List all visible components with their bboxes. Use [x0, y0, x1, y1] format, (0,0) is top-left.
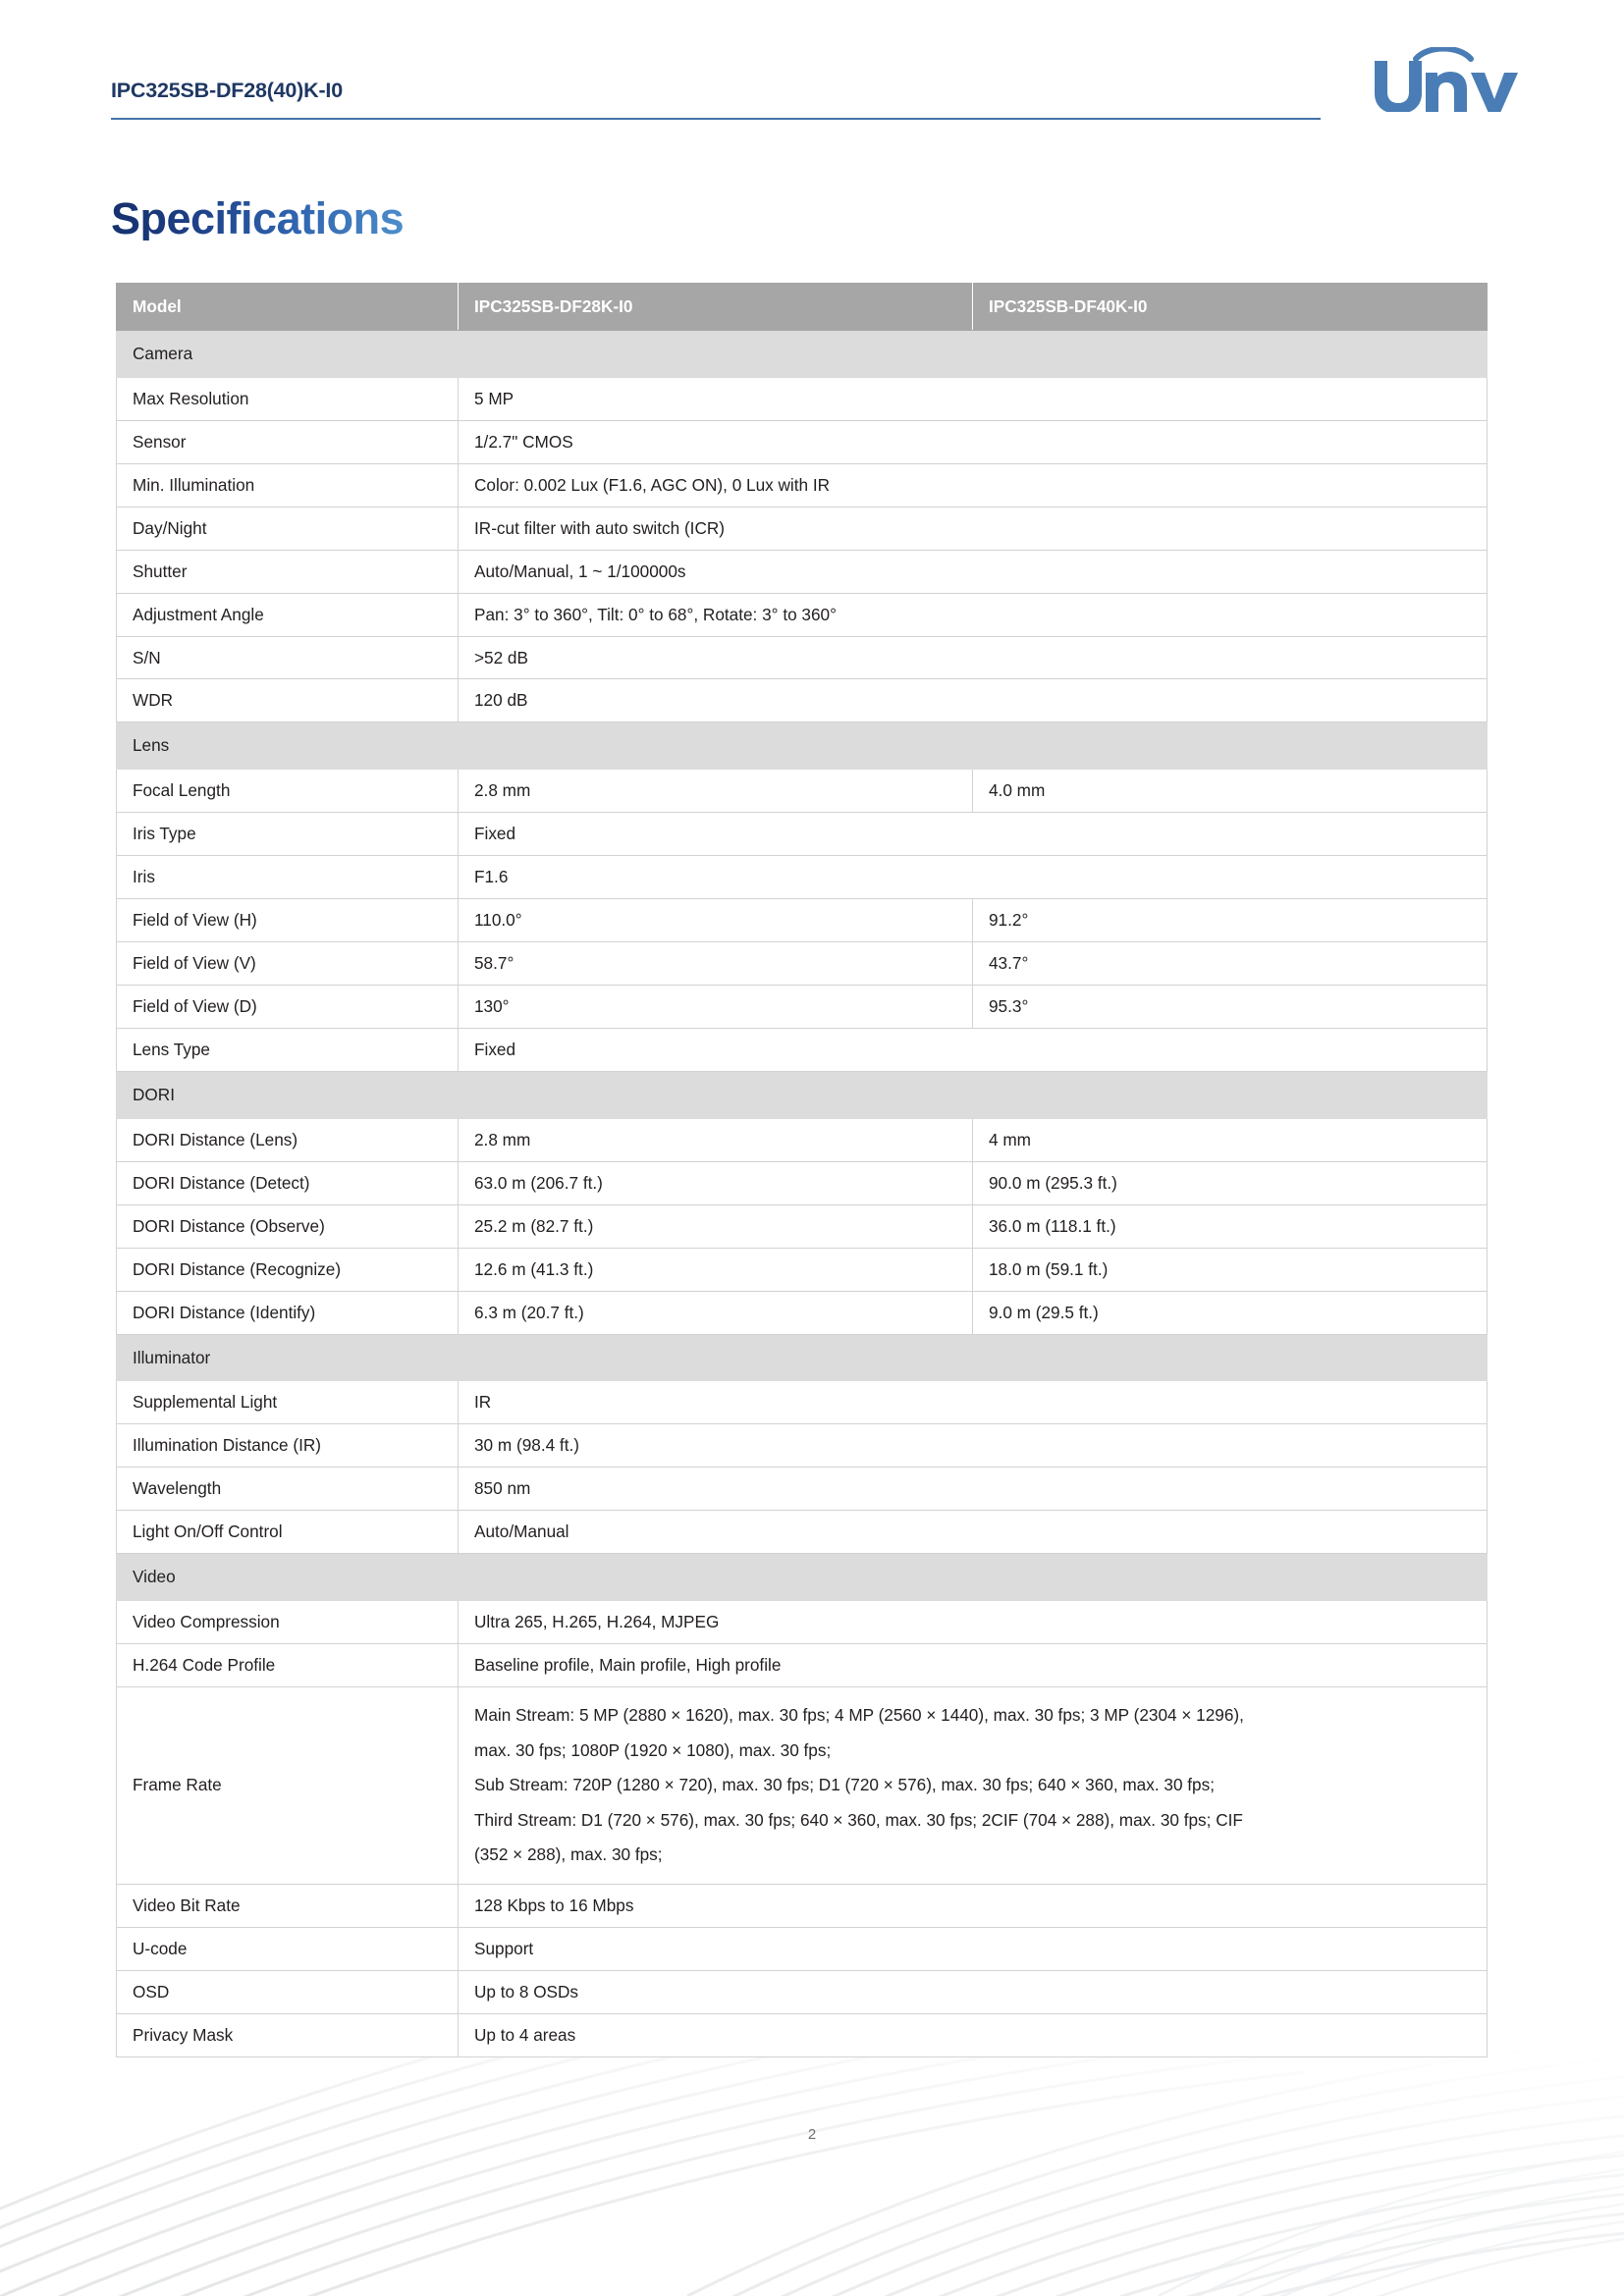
spec-value-df28k: 25.2 m (82.7 ft.) — [459, 1204, 973, 1248]
column-header-df40k: IPC325SB-DF40K-I0 — [973, 284, 1488, 331]
spec-label: Video Compression — [117, 1601, 459, 1644]
header-divider — [111, 118, 1321, 120]
spec-value-df40k: 91.2° — [973, 899, 1488, 942]
section-title: Illuminator — [117, 1334, 1488, 1381]
spec-value: Auto/Manual — [459, 1511, 1488, 1554]
spec-label: S/N — [117, 636, 459, 679]
spec-label: OSD — [117, 1970, 459, 2013]
spec-value-line: Sub Stream: 720P (1280 × 720), max. 30 fps; D1 (720 × 576), max. 30 fps; 640 × 360, max. 30 fps; — [474, 1775, 1215, 1795]
table-row — [117, 1468, 1488, 1511]
table-row — [117, 377, 1488, 420]
spec-value: Color: 0.002 Lux (F1.6, AGC ON), 0 Lux with IR — [459, 463, 1488, 507]
spec-label: Day/Night — [117, 507, 459, 550]
spec-label: H.264 Code Profile — [117, 1644, 459, 1687]
spec-value-df28k: 130° — [459, 986, 973, 1029]
spec-label: Supplemental Light — [117, 1381, 459, 1424]
spec-label: Wavelength — [117, 1468, 459, 1511]
section-row — [117, 1334, 1488, 1381]
spec-label: Sensor — [117, 420, 459, 463]
spec-value-df40k: 4 mm — [973, 1118, 1488, 1161]
spec-value: 1/2.7" CMOS — [459, 420, 1488, 463]
spec-label: Light On/Off Control — [117, 1511, 459, 1554]
spec-value-df40k: 43.7° — [973, 942, 1488, 986]
spec-value: >52 dB — [459, 636, 1488, 679]
spec-label: Adjustment Angle — [117, 593, 459, 636]
spec-value: Pan: 3° to 360°, Tilt: 0° to 68°, Rotate: 3° to 360° — [459, 593, 1488, 636]
spec-value: Auto/Manual, 1 ~ 1/100000s — [459, 550, 1488, 593]
unv-logo — [1365, 47, 1518, 112]
table-row — [117, 986, 1488, 1029]
spec-label: Frame Rate — [117, 1687, 459, 1885]
table-row — [117, 813, 1488, 856]
table-row — [117, 899, 1488, 942]
spec-value: Support — [459, 1927, 1488, 1970]
section-row — [117, 1554, 1488, 1601]
spec-label: Video Bit Rate — [117, 1885, 459, 1928]
spec-value-df28k: 6.3 m (20.7 ft.) — [459, 1291, 973, 1334]
spec-label: Min. Illumination — [117, 463, 459, 507]
spec-value: Fixed — [459, 813, 1488, 856]
spec-value: 120 dB — [459, 679, 1488, 722]
spec-value-df40k: 9.0 m (29.5 ft.) — [973, 1291, 1488, 1334]
spec-label: Field of View (V) — [117, 942, 459, 986]
spec-label: Iris — [117, 856, 459, 899]
section-title: Video — [117, 1554, 1488, 1601]
table-row — [117, 679, 1488, 722]
spec-label: Focal Length — [117, 770, 459, 813]
spec-label: DORI Distance (Observe) — [117, 1204, 459, 1248]
table-row — [117, 942, 1488, 986]
spec-value-df28k: 2.8 mm — [459, 1118, 973, 1161]
spec-value: 30 m (98.4 ft.) — [459, 1424, 1488, 1468]
table-row — [117, 1028, 1488, 1071]
spec-label: Lens Type — [117, 1028, 459, 1071]
header-model-code: IPC325SB-DF28(40)K-I0 — [111, 79, 343, 102]
section-row — [117, 1071, 1488, 1118]
spec-label: Field of View (D) — [117, 986, 459, 1029]
spec-value-df40k: 18.0 m (59.1 ft.) — [973, 1248, 1488, 1291]
spec-value: 850 nm — [459, 1468, 1488, 1511]
spec-value: Ultra 265, H.265, H.264, MJPEG — [459, 1601, 1488, 1644]
spec-label: DORI Distance (Lens) — [117, 1118, 459, 1161]
table-row — [117, 1381, 1488, 1424]
table-row — [117, 1204, 1488, 1248]
section-row — [117, 722, 1488, 770]
spec-value — [459, 1687, 1488, 1885]
table-row — [117, 507, 1488, 550]
spec-value-df28k: 12.6 m (41.3 ft.) — [459, 1248, 973, 1291]
section-title: Lens — [117, 722, 1488, 770]
spec-value-df40k: 36.0 m (118.1 ft.) — [973, 1204, 1488, 1248]
column-header-model: Model — [117, 284, 459, 331]
spec-label: Max Resolution — [117, 377, 459, 420]
table-row — [117, 593, 1488, 636]
spec-value-df40k: 4.0 mm — [973, 770, 1488, 813]
table-row — [117, 1161, 1488, 1204]
spec-label: Field of View (H) — [117, 899, 459, 942]
table-body — [117, 330, 1488, 2056]
spec-label: Privacy Mask — [117, 2013, 459, 2056]
spec-value-df28k: 110.0° — [459, 899, 973, 942]
table-row — [117, 1511, 1488, 1554]
spec-value: Fixed — [459, 1028, 1488, 1071]
table-header-row — [117, 284, 1488, 331]
column-header-df28k: IPC325SB-DF28K-I0 — [459, 284, 973, 331]
spec-label: Shutter — [117, 550, 459, 593]
spec-value-df28k: 2.8 mm — [459, 770, 973, 813]
spec-label: Iris Type — [117, 813, 459, 856]
spec-value: F1.6 — [459, 856, 1488, 899]
specifications-table — [116, 283, 1488, 2057]
spec-value: Up to 8 OSDs — [459, 1970, 1488, 2013]
table-row — [117, 856, 1488, 899]
spec-label: WDR — [117, 679, 459, 722]
table-row — [117, 2013, 1488, 2056]
table-row — [117, 770, 1488, 813]
table-row — [117, 1927, 1488, 1970]
spec-value: 5 MP — [459, 377, 1488, 420]
spec-value-df40k: 90.0 m (295.3 ft.) — [973, 1161, 1488, 1204]
spec-value-line: max. 30 fps; 1080P (1920 × 1080), max. 30 fps; — [474, 1739, 832, 1760]
table-row — [117, 1291, 1488, 1334]
spec-label: DORI Distance (Recognize) — [117, 1248, 459, 1291]
spec-value-df40k: 95.3° — [973, 986, 1488, 1029]
section-title: DORI — [117, 1071, 1488, 1118]
spec-value-line: Main Stream: 5 MP (2880 × 1620), max. 30 fps; 4 MP (2560 × 1440), max. 30 fps; 3 MP (2304 × 1296), — [474, 1705, 1244, 1725]
spec-value: IR — [459, 1381, 1488, 1424]
spec-label: Illumination Distance (IR) — [117, 1424, 459, 1468]
page-number: 2 — [807, 2126, 817, 2143]
table-row — [117, 1601, 1488, 1644]
spec-value: Baseline profile, Main profile, High profile — [459, 1644, 1488, 1687]
spec-value-df28k: 58.7° — [459, 942, 973, 986]
table-row — [117, 1118, 1488, 1161]
spec-value-line: Third Stream: D1 (720 × 576), max. 30 fps; 640 × 360, max. 30 fps; 2CIF (704 × 288), max. 30 fps; CIF — [474, 1809, 1243, 1830]
table-row — [117, 1687, 1488, 1885]
spec-value: IR-cut filter with auto switch (ICR) — [459, 507, 1488, 550]
section-title: Camera — [117, 330, 1488, 377]
spec-value-line: (352 × 288), max. 30 fps; — [474, 1844, 663, 1865]
table-row — [117, 1970, 1488, 2013]
spec-value-df28k: 63.0 m (206.7 ft.) — [459, 1161, 973, 1204]
page-title: Specifications — [111, 193, 405, 243]
table-row — [117, 463, 1488, 507]
table-row — [117, 550, 1488, 593]
table-row — [117, 1644, 1488, 1687]
spec-label: DORI Distance (Identify) — [117, 1291, 459, 1334]
table-row — [117, 1885, 1488, 1928]
spec-value: 128 Kbps to 16 Mbps — [459, 1885, 1488, 1928]
table-row — [117, 1248, 1488, 1291]
table-row — [117, 420, 1488, 463]
spec-label: DORI Distance (Detect) — [117, 1161, 459, 1204]
document-header — [111, 80, 1321, 122]
table-row — [117, 636, 1488, 679]
spec-label: U-code — [117, 1927, 459, 1970]
spec-value: Up to 4 areas — [459, 2013, 1488, 2056]
section-row — [117, 330, 1488, 377]
table-row — [117, 1424, 1488, 1468]
